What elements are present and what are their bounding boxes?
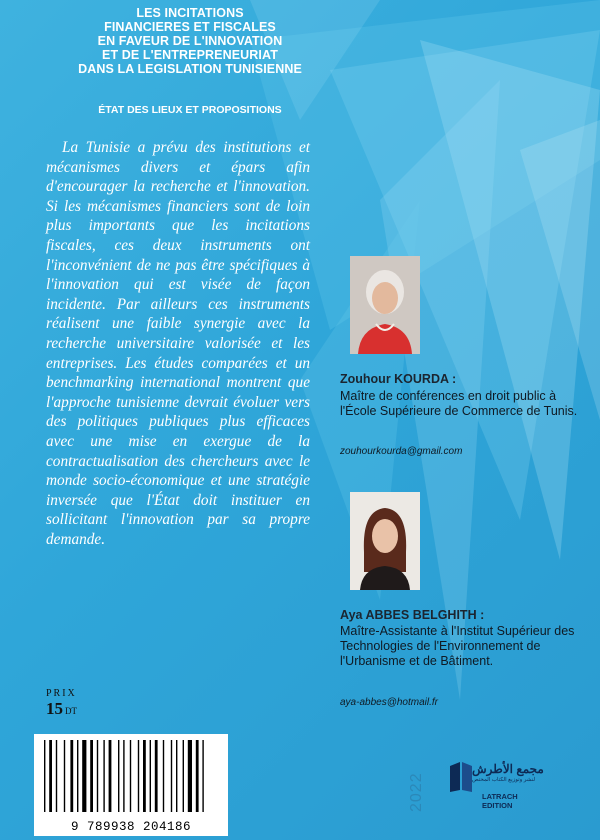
- barcode-bar: [138, 740, 139, 812]
- author-bio: Maître de conférences en droit public à l'École Supérieure de Commerce de Tunis.: [340, 389, 578, 418]
- barcode-bar: [118, 740, 119, 812]
- barcode-bar: [90, 740, 93, 812]
- barcode-bar: [77, 740, 78, 812]
- barcode-bar: [64, 740, 65, 812]
- author-email: zouhourkourda@gmail.com: [340, 446, 463, 457]
- barcode-bar: [171, 740, 172, 812]
- title-line: FINANCIERES ET FISCALES: [104, 20, 276, 34]
- barcode-bar: [196, 740, 199, 812]
- price-value: [46, 699, 77, 719]
- barcode-bar: [70, 740, 73, 812]
- book-title: [0, 6, 380, 76]
- author-name: Zouhour KOURDA :: [340, 372, 457, 386]
- barcode-bar: [123, 740, 124, 812]
- publisher-logo: [448, 756, 548, 822]
- barcode-bar: [44, 740, 45, 812]
- barcode-bar: [163, 740, 164, 812]
- barcode-bar: [183, 740, 184, 812]
- price-label: PRIX: [46, 688, 77, 699]
- barcode-bar: [109, 740, 112, 812]
- isbn-barcode: [34, 734, 228, 836]
- author-name: Aya ABBES BELGHITH :: [340, 608, 485, 622]
- publisher-name: LATRACH EDITION: [482, 792, 518, 810]
- barcode-bar: [82, 740, 86, 812]
- price-amount: 15: [46, 699, 63, 718]
- author-photo-belghith: [350, 492, 420, 590]
- barcode-bar: [97, 740, 98, 812]
- book-abstract: La Tunisie a prévu des institutions et mécanismes divers et épars afin d'encourager la recherche et l'innovation. Si les mécanismes financiers sont de loin plus importants que les incitations fiscales, ces deux instruments ont l'inconvénient de ne pas être spécifiques à l'innovation qui est visée de façon incidente. Par ailleurs ces instruments réalisent une faible synergie avec la recherche universitaire valorisée et les entreprises. Les études comparées et un benchmarking international montrent que l'approche tunisienne devrait évoluer vers des politiques publiques plus efficaces avec une mise en exergue de la contractualisation des chercheurs avec le monde socio-économique et une stratégie inversée que l'État doit instituer en sollicitant l'innovation par sa propre demande.: [46, 139, 310, 548]
- publication-year: 2022: [408, 772, 425, 812]
- author-bio: Maître-Assistante à l'Institut Supérieur des Technologies de l'Environnement de l'Urbanisme et de Bâtiment.: [340, 624, 575, 668]
- barcode-bar: [103, 740, 104, 812]
- title-line: EN FAVEUR DE L'INNOVATION: [97, 34, 283, 48]
- barcode-bar: [176, 740, 177, 812]
- barcode-bar: [202, 740, 203, 812]
- barcode-bar: [143, 740, 146, 812]
- barcode-bar: [49, 740, 52, 812]
- title-line: DANS LA LEGISLATION TUNISIENNE: [78, 62, 302, 76]
- barcode-bar: [56, 740, 57, 812]
- price-currency: DT: [65, 706, 77, 716]
- publisher-arabic-tagline: لنشر وتوزيع الكتاب المختص: [472, 777, 536, 783]
- title-line: LES INCITATIONS: [136, 6, 244, 20]
- publisher-arabic-name: مجمع الأطرش: [472, 762, 544, 776]
- book-icon: [448, 760, 474, 794]
- barcode-bar: [188, 740, 192, 812]
- book-subtitle: ÉTAT DES LIEUX ET PROPOSITIONS: [98, 104, 282, 116]
- author-photo-kourda: [350, 256, 420, 354]
- barcode-bars: [34, 734, 228, 818]
- barcode-bar: [130, 740, 131, 812]
- barcode-bar: [150, 740, 151, 812]
- barcode-bar: [155, 740, 158, 812]
- author-email: aya-abbes@hotmail.fr: [340, 697, 438, 708]
- isbn-number: 9 789938 204186: [70, 820, 192, 834]
- title-line: ET DE L'ENTREPRENEURIAT: [102, 48, 278, 62]
